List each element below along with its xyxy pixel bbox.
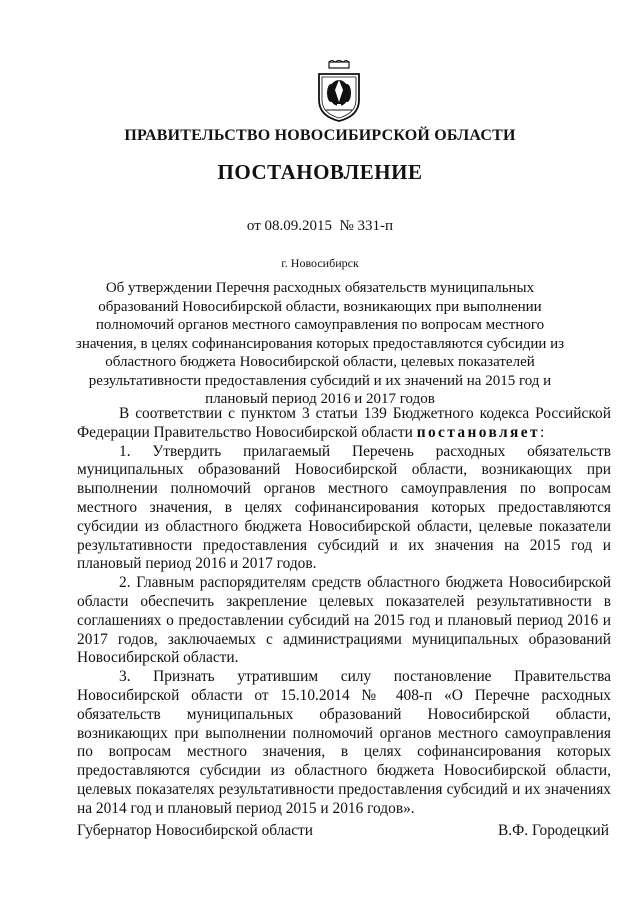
document-type: ПОСТАНОВЛЕНИЕ [217, 160, 423, 184]
decree-colon: : [539, 423, 545, 441]
document-body [77, 405, 611, 819]
preamble-text: В соответствии с пунктом 3 статьи 139 Бюджетного кодекса Российской Федерации Правительство Новосибирской области [77, 405, 611, 441]
item-1: 1. Утвердить прилагаемый Перечень расходных обязательств муниципальных образований Новосибирской области, возникающих при выполнении полномочий органов местного самоуправления по вопросам местного значения, в целях софинансирования которых предоставляются субсидии из областного бюджета Новосибирской области, целевые показатели результативности предоставления субсидий и их значения на 2015 год и плановый период 2016 и 2017 годов. [77, 442, 611, 573]
date-prefix: от [246, 218, 261, 234]
date-number-line [0, 218, 640, 235]
signatory-name: В.Ф. Городецкий [497, 822, 609, 839]
document-subject: Об утверждении Перечня расходных обязательств муниципальных образований Новосибирской области, возникающих при выполнении полномочий органов местного самоуправления по вопросам местного значения, в целях софинансирования которых предоставляются субсидии из областного бюджета Новосибирской области, целевых показателей результативности предоставления субсидий и их значений на 2015 год и плановый период 2016 и 2017 годов [75, 280, 565, 407]
document-number: № 331-п [339, 218, 394, 234]
item-2: 2. Главным распорядителям средств областного бюджета Новосибирской области обеспечить закрепление целевых показателей результативности в соглашениях о предоставлении субсидий на 2015 год и плановый период 2016 и 2017 годов, заключаемых с администрациями муниципальных образований Новосибирской области. [77, 574, 611, 667]
government-title: ПРАВИТЕЛЬСТВО НОВОСИБИРСКОЙ ОБЛАСТИ [124, 127, 516, 144]
decree-word: постановляет [416, 423, 540, 441]
novosibirsk-coat-of-arms-icon [316, 60, 362, 122]
signatory-position: Губернатор Новосибирской области [77, 822, 314, 839]
preamble-paragraph [77, 405, 611, 443]
item-3: 3. Признать утратившим силу постановление Правительства Новосибирской области от 15.10.2014 № 408-п «О Перечне расходных обязательств муниципальных образований Новосибирской области, возникающих при выполнении полномочий органов местного самоуправления по вопросам местного значения, в целях софинансирования которых предоставляются субсидии из областного бюджета Новосибирской области, целевых показателях результативности предоставления субсидий и их значениях на 2014 год и плановый период 2015 и 2016 годов». [77, 668, 611, 817]
document-date: 08.09.2015 [264, 218, 332, 234]
city: г. Новосибирск [281, 256, 359, 270]
